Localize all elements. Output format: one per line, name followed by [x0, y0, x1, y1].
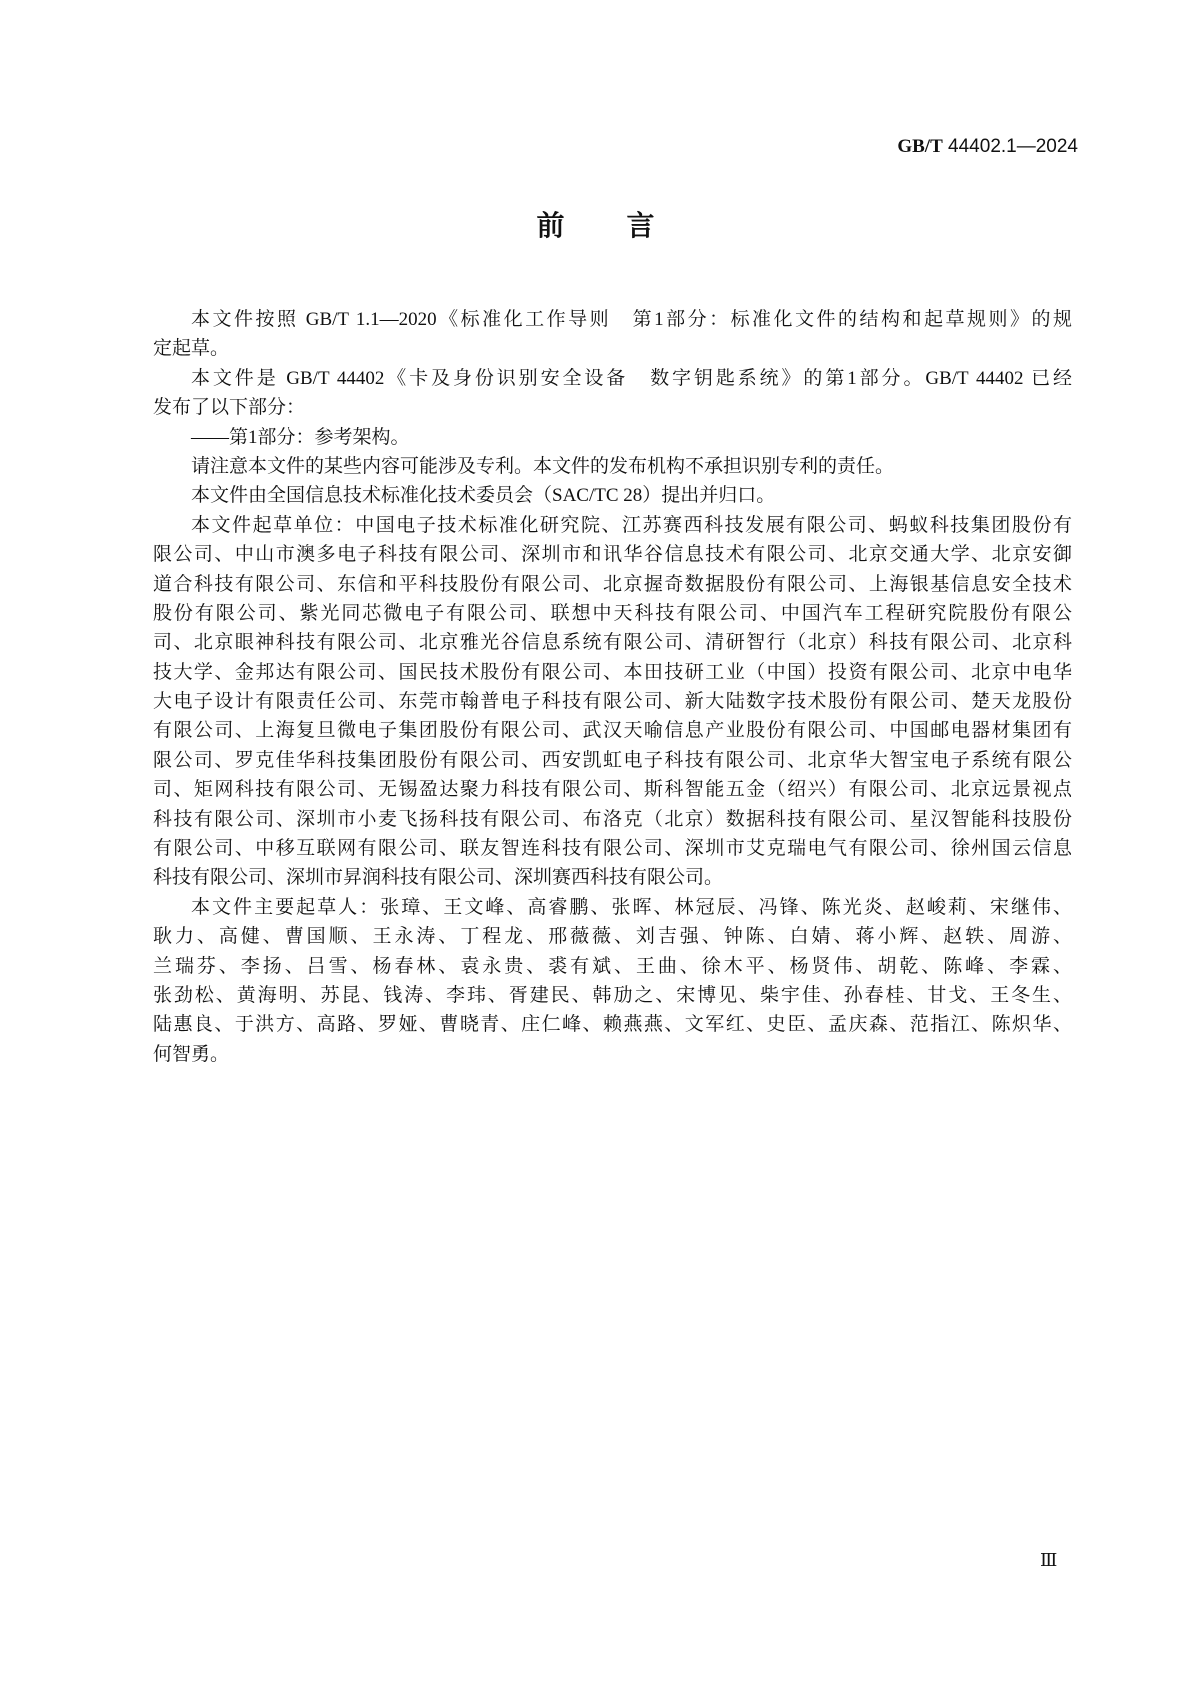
text-line: 道合科技有限公司、东信和平科技股份有限公司、北京握奇数据股份有限公司、上海银基信息安全技术 [153, 573, 1072, 595]
paragraph-proposer: 本文件由全国信息技术标准化技术委员会（SAC/TC 28）提出并归口。 [191, 485, 776, 507]
text-line: 有限公司、上海复旦微电子集团股份有限公司、武汉天喻信息产业股份有限公司、中国邮电器材集团有 [153, 720, 1072, 742]
text-line: 司、矩网科技有限公司、无锡盈达聚力科技有限公司、斯科智能五金（绍兴）有限公司、北京远景视点 [153, 779, 1072, 801]
list-item-part-1: ——第1部分：参考架构。 [191, 426, 410, 448]
text-line: 大电子设计有限责任公司、东莞市翰普电子科技有限公司、新大陆数字技术股份有限公司、楚天龙股份 [153, 691, 1072, 713]
paragraph-patent-notice: 请注意本文件的某些内容可能涉及专利。本文件的发布机构不承担识别专利的责任。 [191, 455, 895, 477]
text-line: 科技有限公司、深圳市小麦飞扬科技有限公司、布洛克（北京）数据科技有限公司、星汉智能科技股份 [153, 808, 1072, 830]
text-line: 限公司、中山市澳多电子科技有限公司、深圳市和讯华谷信息技术有限公司、北京交通大学、北京安御 [153, 544, 1072, 566]
text-line: 发布了以下部分： [153, 397, 306, 419]
text-line: 耿力、高健、曹国顺、王永涛、丁程龙、邢薇薇、刘吉强、钟陈、白婧、蒋小辉、赵轶、周游、 [153, 926, 1072, 948]
paragraph-drafters [153, 893, 1072, 1069]
text-line: 限公司、罗克佳华科技集团股份有限公司、西安凯虹电子科技有限公司、北京华大智宝电子系统有限公 [153, 749, 1072, 771]
standard-number-header [880, 136, 1078, 158]
text-line: 定起草。 [153, 338, 230, 360]
paragraph-drafting-organizations [153, 511, 1072, 893]
text-line: 科技有限公司、深圳市昇润科技有限公司、深圳赛西科技有限公司。 [153, 867, 724, 889]
text-line: 何智勇。 [153, 1043, 230, 1065]
text-line: 司、北京眼神科技有限公司、北京雅光谷信息系统有限公司、清研智行（北京）科技有限公司、北京科 [153, 632, 1072, 654]
text-line: 本文件按照 GB/T 1.1—2020《标准化工作导则 第1部分：标准化文件的结构和起草规则》的规 [191, 309, 1072, 330]
text-line: 本文件是 GB/T 44402《卡及身份识别安全设备 数字钥匙系统》的第1部分。GB/T 44402 已经 [191, 367, 1072, 389]
text-line: 本文件主要起草人：张璋、王文峰、高睿鹏、张晖、林冠辰、冯锋、陈光炎、赵峻莉、宋继伟、 [191, 896, 1072, 918]
text-line: 兰瑞芬、李扬、吕雪、杨春林、袁永贵、裘有斌、王曲、徐木平、杨贤伟、胡乾、陈峰、李霖、 [153, 955, 1072, 977]
paragraph-drafting-rules [153, 305, 1072, 364]
text-line: 股份有限公司、紫光同芯微电子有限公司、联想中天科技有限公司、中国汽车工程研究院股份有限公 [153, 602, 1072, 624]
text-line: 有限公司、中移互联网有限公司、联友智连科技有限公司、深圳市艾克瑞电气有限公司、徐州国云信息 [153, 838, 1072, 860]
text-line: 张劲松、黄海明、苏昆、钱涛、李玮、胥建民、韩劢之、宋博见、柴宇佳、孙春桂、甘戈、王冬生、 [153, 984, 1072, 1006]
page-number: Ⅲ [1040, 1550, 1058, 1570]
page-title: 前言 [536, 209, 717, 242]
text-line: 技大学、金邦达有限公司、国民技术股份有限公司、本田技研工业（中国）投资有限公司、北京中电华 [153, 661, 1072, 683]
standard-number: 44402.1—2024 [948, 136, 1078, 157]
text-line: 本文件起草单位：中国电子技术标准化研究院、江苏赛西科技发展有限公司、蚂蚁科技集团股份有 [191, 514, 1072, 536]
paragraph-series-parts [153, 364, 1072, 423]
text-line: 陆惠良、于洪方、高路、罗娅、曹晓青、庄仁峰、赖燕燕、文军红、史臣、孟庆森、范指江、陈炽华、 [153, 1014, 1072, 1036]
foreword-body [153, 305, 1072, 1069]
standard-prefix: GB/T [897, 136, 943, 157]
